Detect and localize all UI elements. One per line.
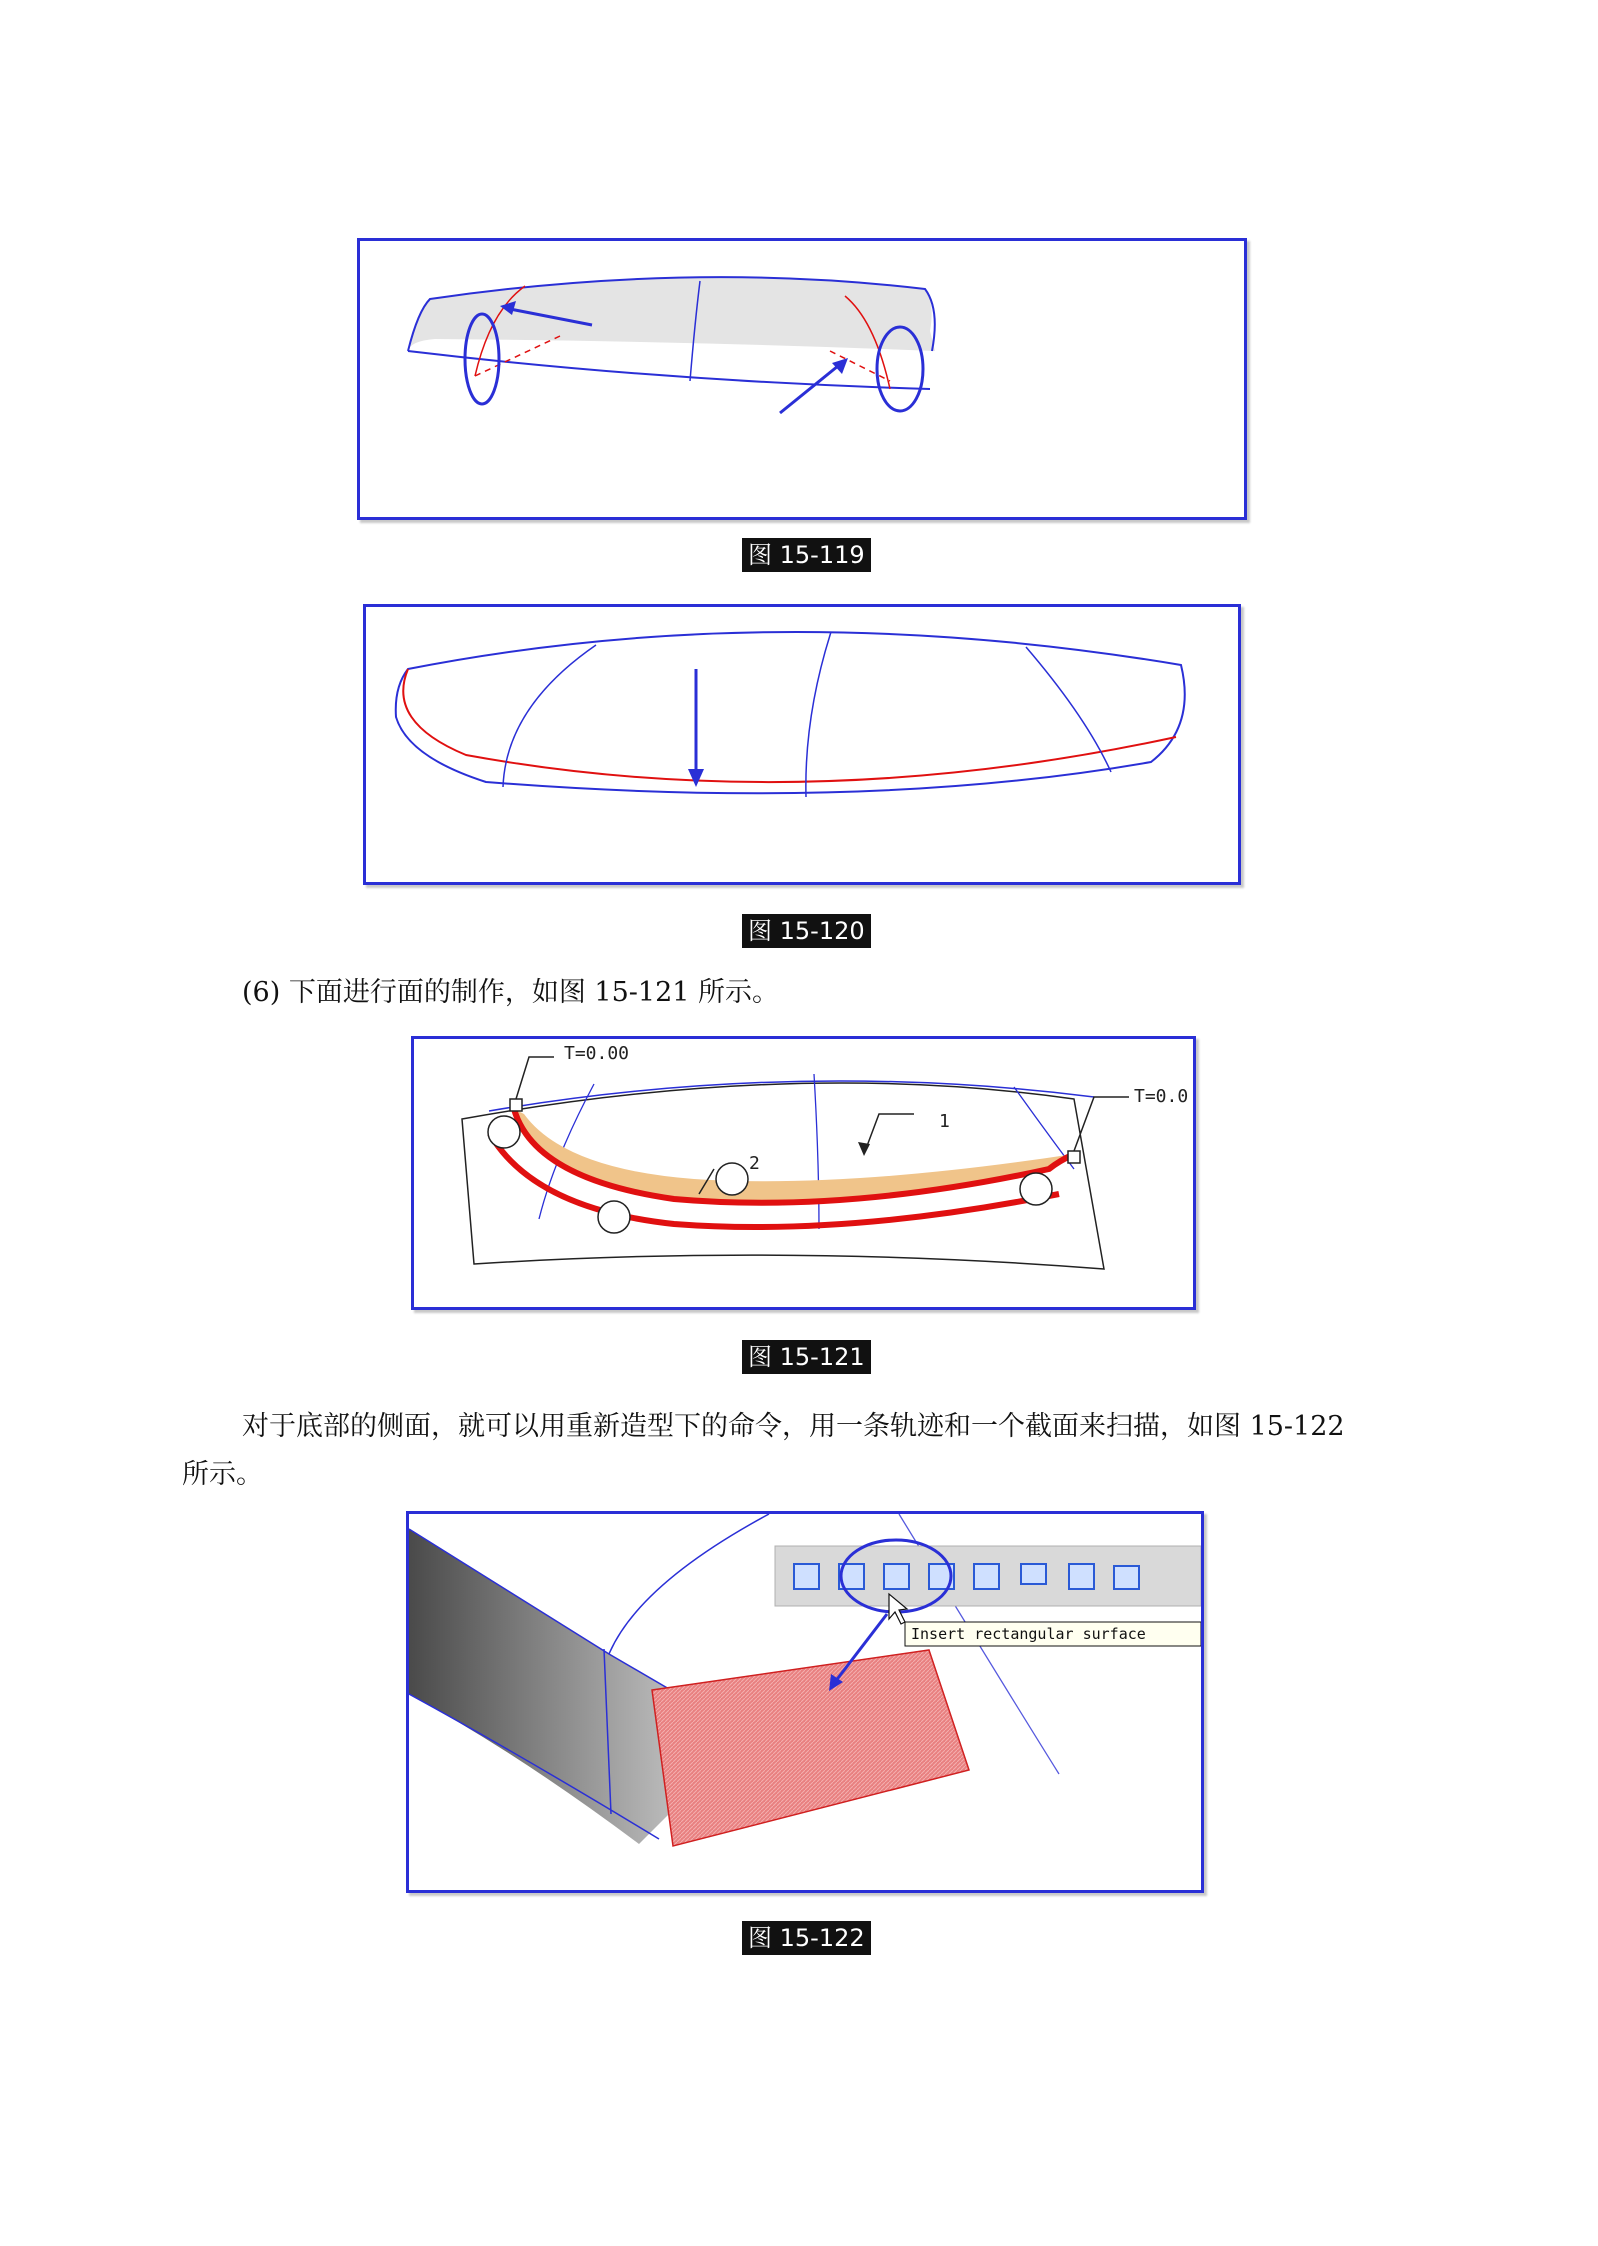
caption-15-120: 图 15-120 [742,914,871,948]
arrow-right [780,366,838,413]
tooltip-text: Insert rectangular surface [911,1625,1146,1643]
caption-15-119: 图 15-119 [742,538,871,572]
red-rect-surface [652,1650,969,1846]
step-6-text: (6) 下面进行面的制作，如图 15-121 所示。 [242,977,780,1008]
surface-icon-1[interactable] [794,1564,819,1589]
caption-15-122: 图 15-122 [742,1921,871,1955]
surface-icon-7[interactable] [1069,1564,1094,1589]
insert-rect-surface-icon[interactable] [884,1564,909,1589]
surface-icon-8[interactable] [1114,1566,1139,1589]
rect-surface-toolbar [409,1514,1201,1890]
paragraph-line-2: 所示。 [182,1459,263,1490]
label-curve-2: 2 [749,1153,760,1174]
surface-icon-5[interactable] [974,1564,999,1589]
figure-15-119 [357,238,1247,520]
label-t-left: T=0.00 [564,1043,630,1064]
paragraph-line-1: 对于底部的侧面，就可以用重新造型下的命令，用一条轨迹和一个截面来扫描，如图 15-122 [242,1411,1345,1442]
label-curve-1: 1 [939,1111,950,1132]
swept-surface [514,1109,1074,1203]
caption-15-121: 图 15-121 [742,1340,871,1374]
surface-icon-6[interactable] [1021,1564,1046,1584]
figure-15-122 [406,1511,1204,1893]
figure-15-120 [363,604,1241,885]
surface-sweep-diagram [414,1039,1193,1307]
figure-15-121 [411,1036,1196,1310]
car-side-wireframe [360,241,1244,517]
body-wireframe-top [366,607,1238,882]
label-t-right: T=0.0 [1134,1086,1189,1107]
